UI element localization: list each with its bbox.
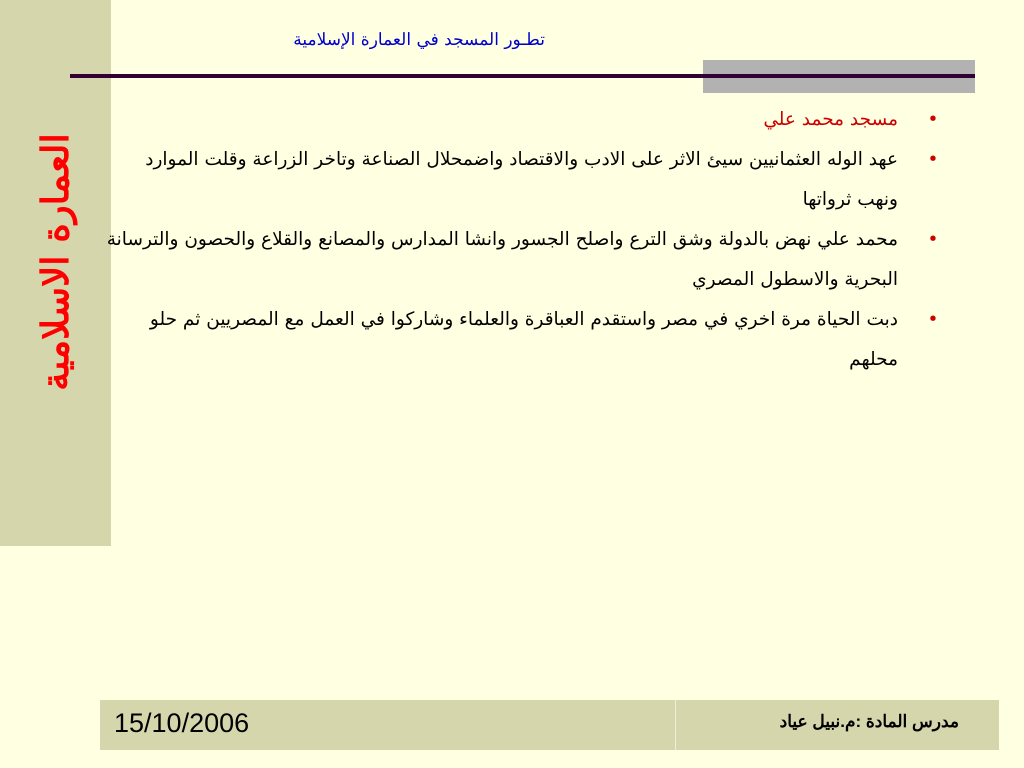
header-title: تطـور المسجد في العمارة الإسلامية — [293, 30, 545, 50]
bullet-text: مسجد محمد علي — [763, 109, 898, 130]
header-rule — [70, 74, 975, 78]
bullet-icon: • — [927, 309, 939, 330]
footer-bar — [100, 700, 999, 750]
bullet-item — [100, 220, 940, 300]
bullet-text: دبت الحياة مرة اخري في مصر واستقدم العباقرة والعلماء وشاركوا في العمل مع المصريين ثم حلو محلهم — [149, 309, 898, 370]
bullet-item — [100, 100, 940, 140]
bullet-text: عهد الوله العثمانيين سيئ الاثر على الادب والاقتصاد واضمحلال الصناعة وتاخر الزراعة وقلت الموارد ونهب ثرواتها — [145, 149, 898, 210]
footer-date: 15/10/2006 — [114, 708, 250, 738]
bullet-icon: • — [927, 149, 939, 170]
slide-content — [100, 100, 940, 380]
bullet-item — [100, 300, 940, 380]
footer-divider — [675, 700, 676, 750]
bullet-icon: • — [927, 109, 939, 130]
side-title: العمارة الاسلامية — [33, 133, 77, 391]
footer-instructor: مدرس المادة :م.نبيل عياد — [779, 712, 959, 731]
bullet-icon: • — [927, 229, 939, 250]
bullet-item — [100, 140, 940, 220]
bullet-text: محمد علي نهض بالدولة وشق الترع واصلح الجسور وانشا المدارس والمصانع والقلاع والحصون والترسانة البحرية والاسطول المصري — [106, 229, 898, 290]
side-panel — [0, 0, 111, 546]
